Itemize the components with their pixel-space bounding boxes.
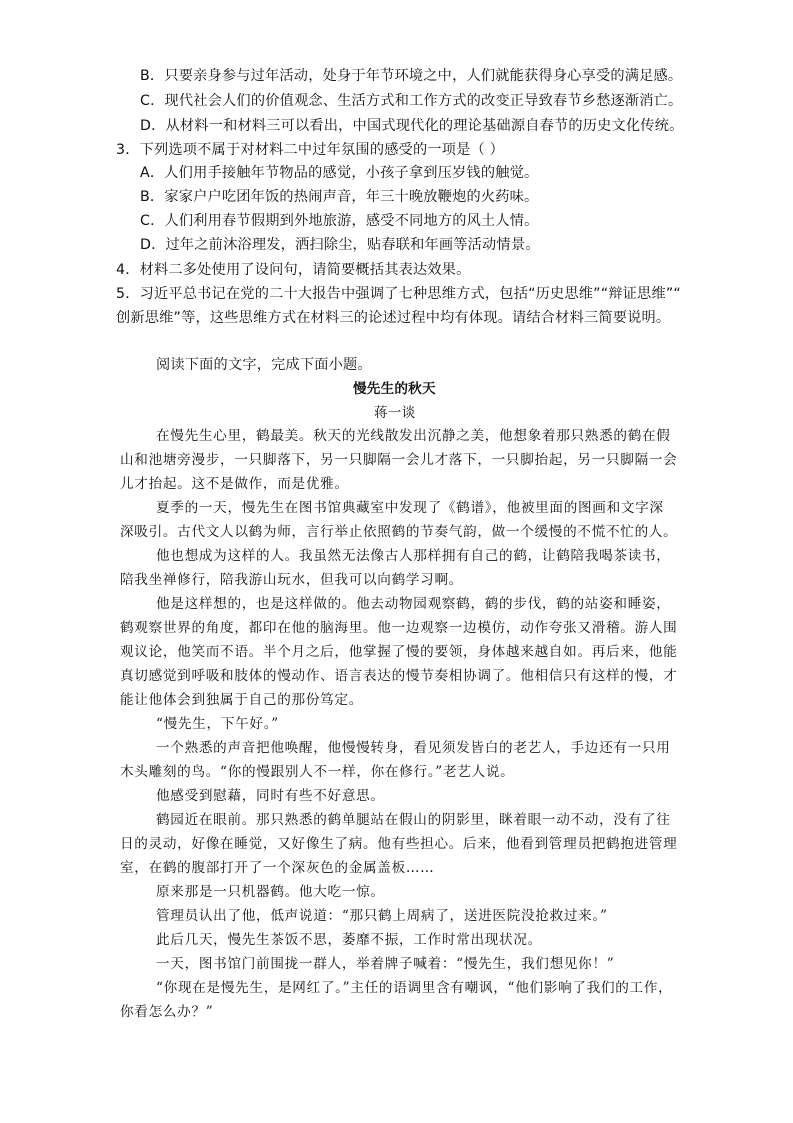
story-line: 鹤园近在眼前。那只熟悉的鹤单腿站在假山的阴影里，眯着眼一动不动，没有了往 (156, 812, 671, 828)
story-line: 深吸引。古代文人以鹤为师，言行举止依照鹤的节奏气韵，做一个缓慢的不慌不忙的人。 (120, 524, 678, 540)
q2-option-d: D．从材料一和材料三可以看出，中国式现代化的理论基础源自春节的历史文化传统。 (140, 118, 684, 134)
q3-option-a: A．人们用手接触年节物品的感觉，小孩子拿到压岁钱的触觉。 (140, 165, 539, 181)
story-line: 此后几天，慢先生茶饭不思，萎靡不振，工作时常出现状况。 (156, 932, 542, 948)
story-line: 陪我坐禅修行，陪我游山玩水，但我可以向鹤学习啊。 (120, 572, 464, 588)
q3-option-b: B．家家户户吃团年饭的热闹声音，年三十晚放鞭炮的火药味。 (140, 189, 539, 205)
story-line: “慢先生，下午好。” (156, 716, 279, 732)
story-line: 鹤观察世界的角度，都印在他的脑海里。他一边观察一边模仿，动作夸张又滑稽。游人围 (120, 620, 678, 636)
q5-question-line1: 5．习近平总书记在党的二十大报告中强调了七种思维方式，包括“历史思维”“辩证思维”“ (116, 286, 681, 302)
q3-stem: 3．下列选项不属于对材料二中过年氛围的感受的一项是（ ） (116, 142, 505, 158)
story-line: 他也想成为这样的人。我虽然无法像古人那样拥有自己的鹤，让鹤陪我喝茶读书， (156, 548, 671, 564)
story-line: 一个熟悉的声音把他唤醒，他慢慢转身，看见须发皆白的老艺人，手边还有一只用 (156, 740, 671, 756)
story-line: 一天，图书馆门前围拢一群人，举着牌子喊着：“慢先生，我们想见你！” (156, 956, 615, 972)
story-line: 管理员认出了他，低声说道：“那只鹤上周病了，送进医院没抢救过来。” (156, 908, 608, 924)
story-line: 室，在鹤的腹部打开了一个深灰色的金属盖板…… (120, 860, 435, 876)
story-author: 蒋一谈 (374, 405, 416, 421)
story-line: 真切感觉到呼吸和肢体的慢动作、语言表达的慢节奏相协调了。他相信只有这样的慢，才 (120, 668, 678, 684)
story-line: 你看怎么办？” (120, 1004, 214, 1020)
story-line: 木头雕刻的鸟。“你的慢跟别人不一样，你在修行。”老艺人说。 (120, 764, 515, 780)
story-line: 他是这样想的，也是这样做的。他去动物园观察鹤，鹤的步伐，鹤的站姿和睡姿， (156, 596, 671, 612)
story-line: 在慢先生心里，鹤最美。秋天的光线散发出沉静之美，他想象着那只熟悉的鹤在假 (156, 428, 671, 444)
story-line: 山和池塘旁漫步，一只脚落下，另一只脚隔一会儿才落下，一只脚抬起，另一只脚隔一会 (120, 452, 678, 468)
story-line: 儿才抬起。这不是做作，而是优雅。 (120, 476, 349, 492)
q3-option-c: C．人们利用春节假期到外地旅游，感受不同地方的风土人情。 (140, 213, 539, 229)
q3-option-d: D．过年之前沐浴理发，洒扫除尘，贴春联和年画等活动情景。 (140, 237, 540, 253)
story-line: “你现在是慢先生，是网红了。”主任的语调里含有嘲讽，“他们影响了我们的工作， (156, 980, 673, 996)
story-line: 能让他体会到独属于自己的那份笃定。 (120, 692, 363, 708)
story-line: 观议论，他笑而不语。半个月之后，他掌握了慢的要领，身体越来越自如。再后来，他能 (120, 644, 678, 660)
story-line: 他感受到慰藉，同时有些不好意思。 (156, 788, 385, 804)
q5-question-line2: 创新思维”等，这些思维方式在材料三的论述过程中均有体现。请结合材料三简要说明。 (116, 310, 671, 326)
reading-instruction: 阅读下面的文字，完成下面小题。 (156, 357, 372, 373)
q2-option-b: B．只要亲身参与过年活动，处身于年节环境之中，人们就能获得身心享受的满足感。 (140, 68, 683, 84)
story-line: 日的灵动，好像在睡觉，又好像生了病。他有些担心。后来，他看到管理员把鹤抱进管理 (120, 836, 678, 852)
story-line: 夏季的一天，慢先生在图书馆典藏室中发现了《鹤谱》，他被里面的图画和文字深 (156, 500, 664, 516)
q4-question: 4．材料二多处使用了设问句，请简要概括其表达效果。 (116, 262, 471, 278)
story-title: 慢先生的秋天 (353, 381, 436, 397)
story-line: 原来那是一只机器鹤。他大吃一惊。 (156, 884, 385, 900)
q2-option-c: C．现代社会人们的价值观念、生活方式和工作方式的改变正导致春节乡愁逐渐消亡。 (140, 93, 683, 109)
